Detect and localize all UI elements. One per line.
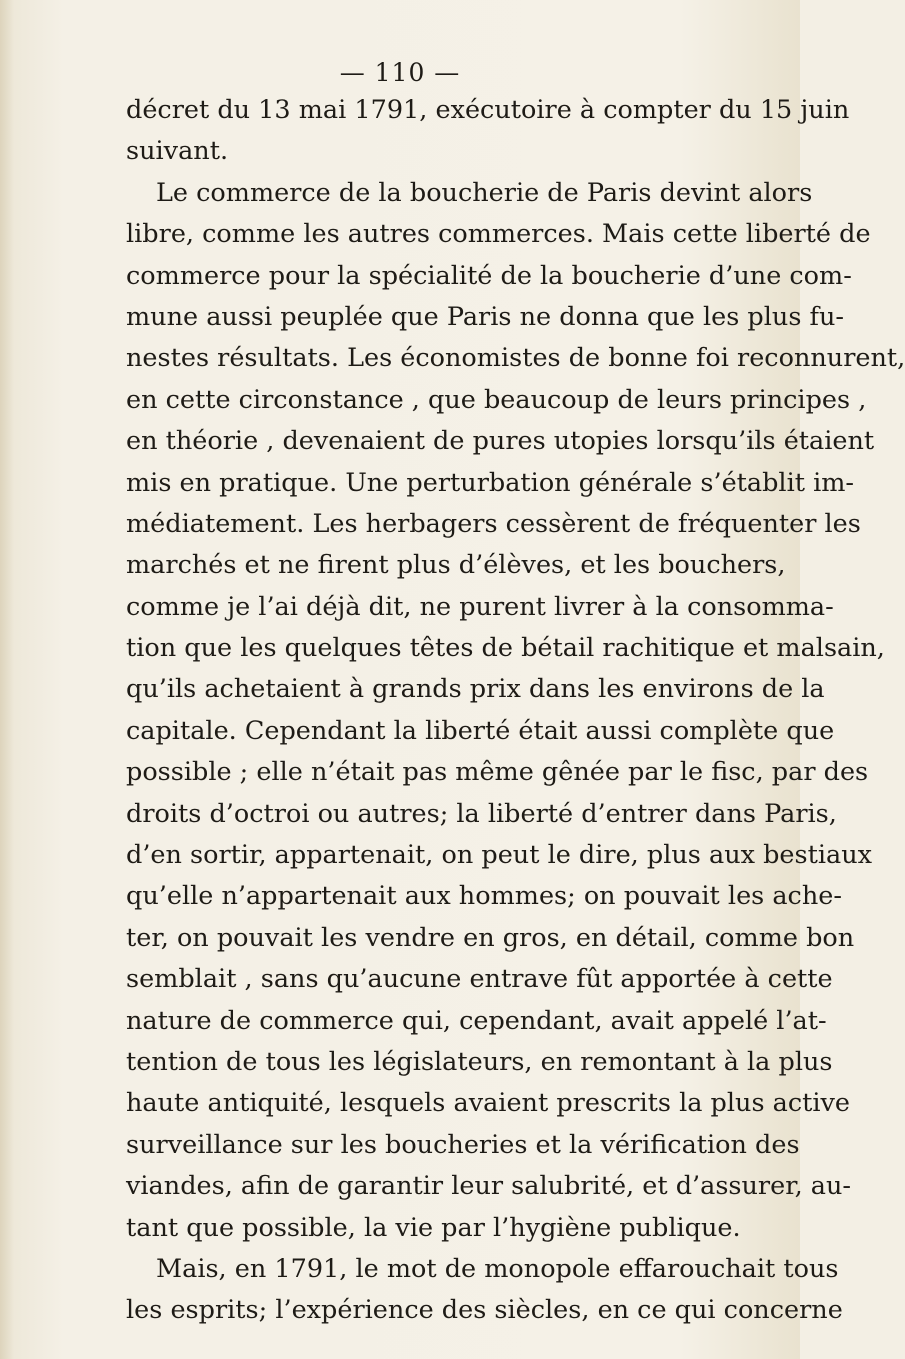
text-line: haute antiquité, lesquels avaient prescrits la plus active <box>126 1088 851 1119</box>
text-line: commerce pour la spécialité de la boucherie d’une com- <box>126 260 852 291</box>
page-gutter-shadow <box>0 0 14 1359</box>
text-line: semblait , sans qu’aucune entrave fût apportée à cette <box>126 964 833 995</box>
text-line: ter, on pouvait les vendre en gros, en détail, comme bon <box>126 922 855 953</box>
text-line: suivant. <box>126 136 229 167</box>
text-line: médiatement. Les herbagers cessèrent de fréquenter les <box>126 508 861 539</box>
text-line: viandes, afin de garantir leur salubrité, et d’assurer, au- <box>126 1171 852 1202</box>
page-number: — 110 — <box>339 58 461 87</box>
text-line: tention de tous les législateurs, en remontant à la plus <box>126 1046 833 1077</box>
text-line: nestes résultats. Les économistes de bonne foi reconnurent, <box>126 343 905 374</box>
body-text <box>126 90 905 1332</box>
text-line: mis en pratique. Une perturbation générale s’établit im- <box>126 467 855 498</box>
text-line: en cette circonstance , que beaucoup de leurs principes , <box>126 384 867 415</box>
text-line: capitale. Cependant la liberté était aussi complète que <box>126 715 835 746</box>
text-line: comme je l’ai déjà dit, ne purent livrer à la consomma- <box>126 591 834 622</box>
text-line: Le commerce de la boucherie de Paris devint alors <box>156 177 813 208</box>
text-line: surveillance sur les boucheries et la vérification des <box>126 1129 800 1160</box>
text-line: libre, comme les autres commerces. Mais cette liberté de <box>126 219 871 250</box>
text-line: tant que possible, la vie par l’hygiène publique. <box>126 1212 741 1243</box>
text-line: d’en sortir, appartenait, on peut le dire, plus aux bestiaux <box>126 840 873 871</box>
text-line: Mais, en 1791, le mot de monopole effarouchait tous <box>156 1253 839 1284</box>
text-line: en théorie , devenaient de pures utopies lorsqu’ils étaient <box>126 426 875 457</box>
text-line: tion que les quelques têtes de bétail rachitique et malsain, <box>126 633 885 664</box>
text-line: droits d’octroi ou autres; la liberté d’entrer dans Paris, <box>126 798 837 829</box>
text-line: qu’elle n’appartenait aux hommes; on pouvait les ache- <box>126 881 842 912</box>
text-line: décret du 13 mai 1791, exécutoire à compter du 15 juin <box>126 95 850 125</box>
text-line: nature de commerce qui, cependant, avait appelé l’at- <box>126 1005 827 1036</box>
text-line: les esprits; l’expérience des siècles, en ce qui concerne <box>126 1295 843 1326</box>
text-line: qu’ils achetaient à grands prix dans les environs de la <box>126 674 825 705</box>
text-line: mune aussi peuplée que Paris ne donna que les plus fu- <box>126 301 844 332</box>
text-line: possible ; elle n’était pas même gênée par le fisc, par des <box>126 757 869 788</box>
text-line: marchés et ne firent plus d’élèves, et les bouchers, <box>126 550 786 581</box>
